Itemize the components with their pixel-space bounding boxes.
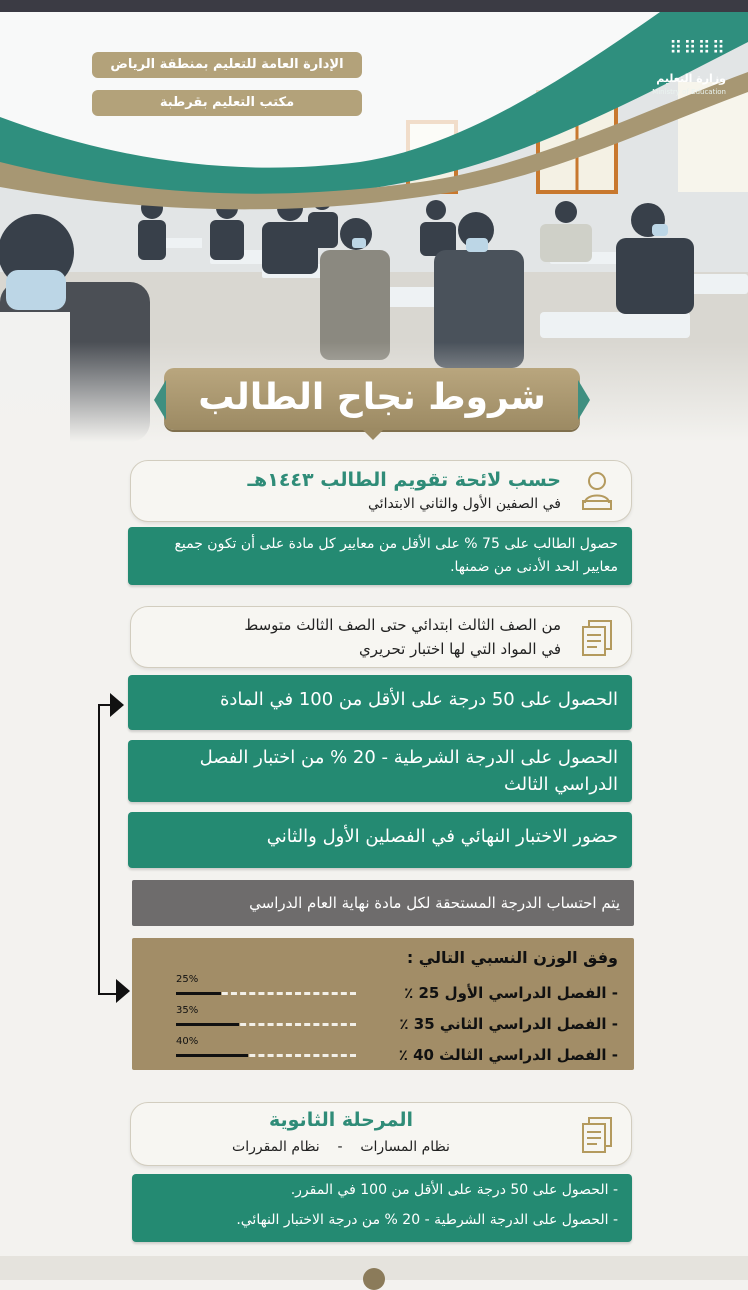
arrow-top-icon	[110, 693, 124, 717]
bracket-connector	[98, 704, 118, 995]
weight-row-text: - الفصل الدراسي الثاني 35 ٪	[399, 1015, 618, 1033]
gray-note: يتم احتساب الدرجة المستحقة لكل مادة نهاية العام الدراسي	[132, 880, 634, 926]
arrow-bottom-icon	[116, 979, 130, 1003]
condition-box-2	[128, 740, 632, 802]
section3-title: المرحلة الثانوية	[268, 1109, 414, 1131]
section3-header	[130, 1102, 632, 1166]
section1-header	[130, 460, 632, 522]
condition-3-text: حضور الاختبار النهائي في الفصلين الأول والثاني	[266, 826, 618, 847]
section2-line1: من الصف الثالث ابتدائي حتى الصف الثالث متوسط	[244, 616, 561, 634]
section1-text: حصول الطالب على 75 % على الأقل من معايير كل مادة على أن تكون جميع معايير الحد الأدنى من ضمنها.	[174, 536, 618, 575]
bottom-dot	[363, 1268, 385, 1290]
ministry-logo	[628, 28, 732, 96]
office-label: مكتب التعليم بقرطبة	[92, 90, 362, 116]
condition-1-text: الحصول على 50 درجة على الأقل من 100 في المادة	[219, 689, 618, 710]
ministry-name: وزارة التعليم	[656, 72, 726, 85]
top-strip	[0, 0, 748, 12]
title-pointer	[361, 428, 385, 440]
weight-percent-label: 40%	[176, 1036, 199, 1047]
weight-percent-label: 25%	[176, 974, 199, 985]
section3-systems: نظام المسارات - نظام المقررات	[232, 1139, 450, 1155]
weights-box	[132, 938, 634, 1070]
section3-box	[132, 1174, 632, 1242]
student-reading-icon	[575, 469, 619, 513]
weight-progress-fill	[176, 1054, 248, 1057]
weight-row	[132, 1036, 634, 1070]
section3-line1: - الحصول على 50 درجة على الأقل من 100 في المقرر.	[290, 1182, 618, 1198]
ministry-logo-mark-icon: ⠿⠿⠿⠿	[669, 38, 726, 59]
weights-heading: وفق الوزن النسبي التالي :	[406, 948, 618, 967]
weight-row	[132, 1005, 634, 1039]
section2-header	[130, 606, 632, 668]
weight-progress-fill	[176, 1023, 239, 1026]
documents-icon-2	[575, 1112, 619, 1156]
condition-box-1	[128, 675, 632, 730]
documents-icon	[575, 615, 619, 659]
page-title: شروط نجاح الطالب	[164, 368, 580, 430]
weight-row-text: - الفصل الدراسي الثالث 40 ٪	[398, 1046, 618, 1064]
ministry-sub: Ministry of Education	[652, 88, 726, 96]
section2-line2: في المواد التي لها اختبار تحريري	[359, 640, 561, 658]
section1-title: حسب لائحة تقويم الطالب ١٤٤٣هـ	[247, 469, 561, 491]
weight-row	[132, 974, 634, 1008]
directorate-label: الإدارة العامة للتعليم بمنطقة الرياض	[92, 52, 362, 78]
section3-line2: - الحصول على الدرجة الشرطية - 20 % من درجة الاختبار النهائي.	[236, 1212, 618, 1228]
section1-subtitle: في الصفين الأول والثاني الابتدائي	[368, 496, 561, 512]
weight-progress-fill	[176, 992, 221, 995]
section1-text-box	[128, 527, 632, 585]
weight-row-text: - الفصل الدراسي الأول 25 ٪	[404, 984, 618, 1002]
condition-box-3	[128, 812, 632, 868]
condition-2-text: الحصول على الدرجة الشرطية - 20 % من اختبار الفصل الدراسي الثالث	[199, 747, 618, 795]
weight-percent-label: 35%	[176, 1005, 199, 1016]
